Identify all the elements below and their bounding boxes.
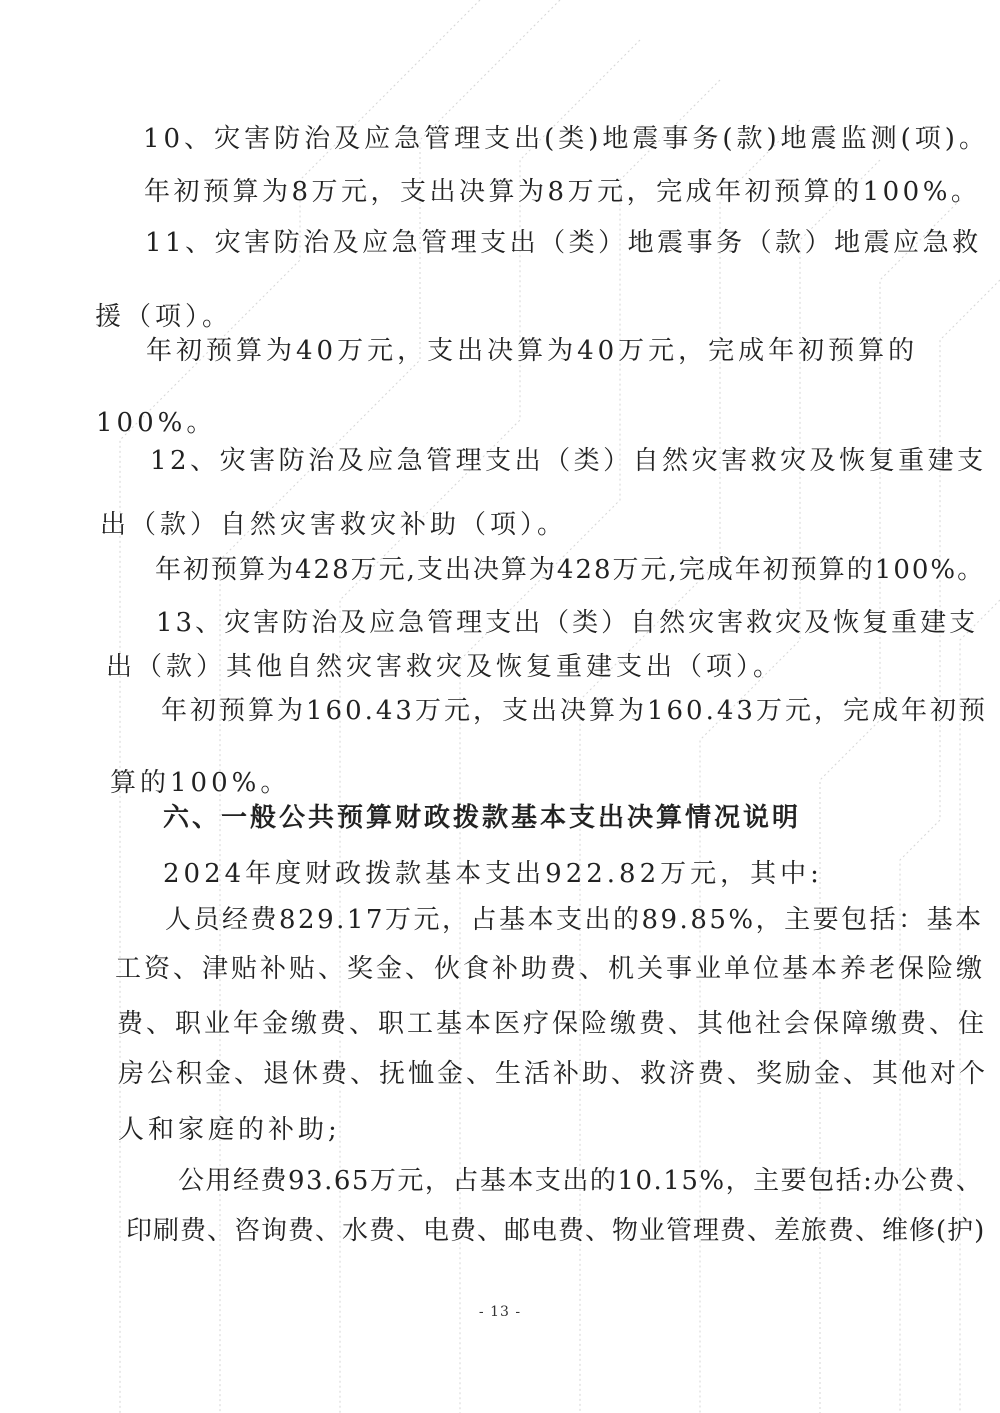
paragraph-line: 出（款）自然灾害救灾补助（项）。 [100,510,568,540]
paragraph-line: 13、灾害防治及应急管理支出（类）自然灾害救灾及恢复重建支 [156,608,979,638]
paragraph-line: 费、职业年金缴费、职工基本医疗保险缴费、其他社会保障缴费、住 [117,1009,988,1039]
section-heading: 六、一般公共预算财政拨款基本支出决算情况说明 [163,803,802,833]
paragraph-line: 房公积金、退休费、抚恤金、生活补助、救济费、奖励金、其他对个 [118,1059,989,1089]
paragraph-line: 12、灾害防治及应急管理支出（类）自然灾害救灾及恢复重建支 [150,446,987,476]
paragraph-line: 援（项）。 [95,302,233,332]
paragraph-line: 年初预算为160.43万元，支出决算为160.43万元，完成年初预 [161,696,988,726]
paragraph-line: 年初预算为8万元，支出决算为8万元，完成年初预算的100%。 [144,177,981,207]
paragraph-line: 算的100%。 [110,768,291,798]
paragraph-line: 10、灾害防治及应急管理支出(类)地震事务(款)地震监测(项)。 [143,124,989,154]
paragraph-line: 11、灾害防治及应急管理支出（类）地震事务（款）地震应急救 [145,228,982,258]
paragraph-line: 公用经费93.65万元，占基本支出的10.15%，主要包括:办公费、 [178,1166,984,1196]
page-number: - 13 - [478,1304,522,1320]
paragraph-line: 年初预算为428万元,支出决算为428万元,完成年初预算的100%。 [155,555,986,585]
paragraph-line: 年初预算为40万元，支出决算为40万元，完成年初预算的 [146,336,919,366]
paragraph-line: 人员经费829.17万元，占基本支出的89.85%，主要包括：基本 [165,905,984,935]
paragraph-line: 人和家庭的补助; [118,1115,341,1145]
paragraph-line: 印刷费、咨询费、水费、电费、邮电费、物业管理费、差旅费、维修(护) [126,1216,986,1246]
paragraph-line: 100%。 [96,408,217,438]
paragraph-line: 工资、津贴补贴、奖金、伙食补助费、机关事业单位基本养老保险缴 [115,954,986,984]
paragraph-line: 2024年度财政拨款基本支出922.82万元，其中: [163,859,823,889]
paragraph-line: 出（款）其他自然灾害救灾及恢复重建支出（项）。 [106,652,784,682]
